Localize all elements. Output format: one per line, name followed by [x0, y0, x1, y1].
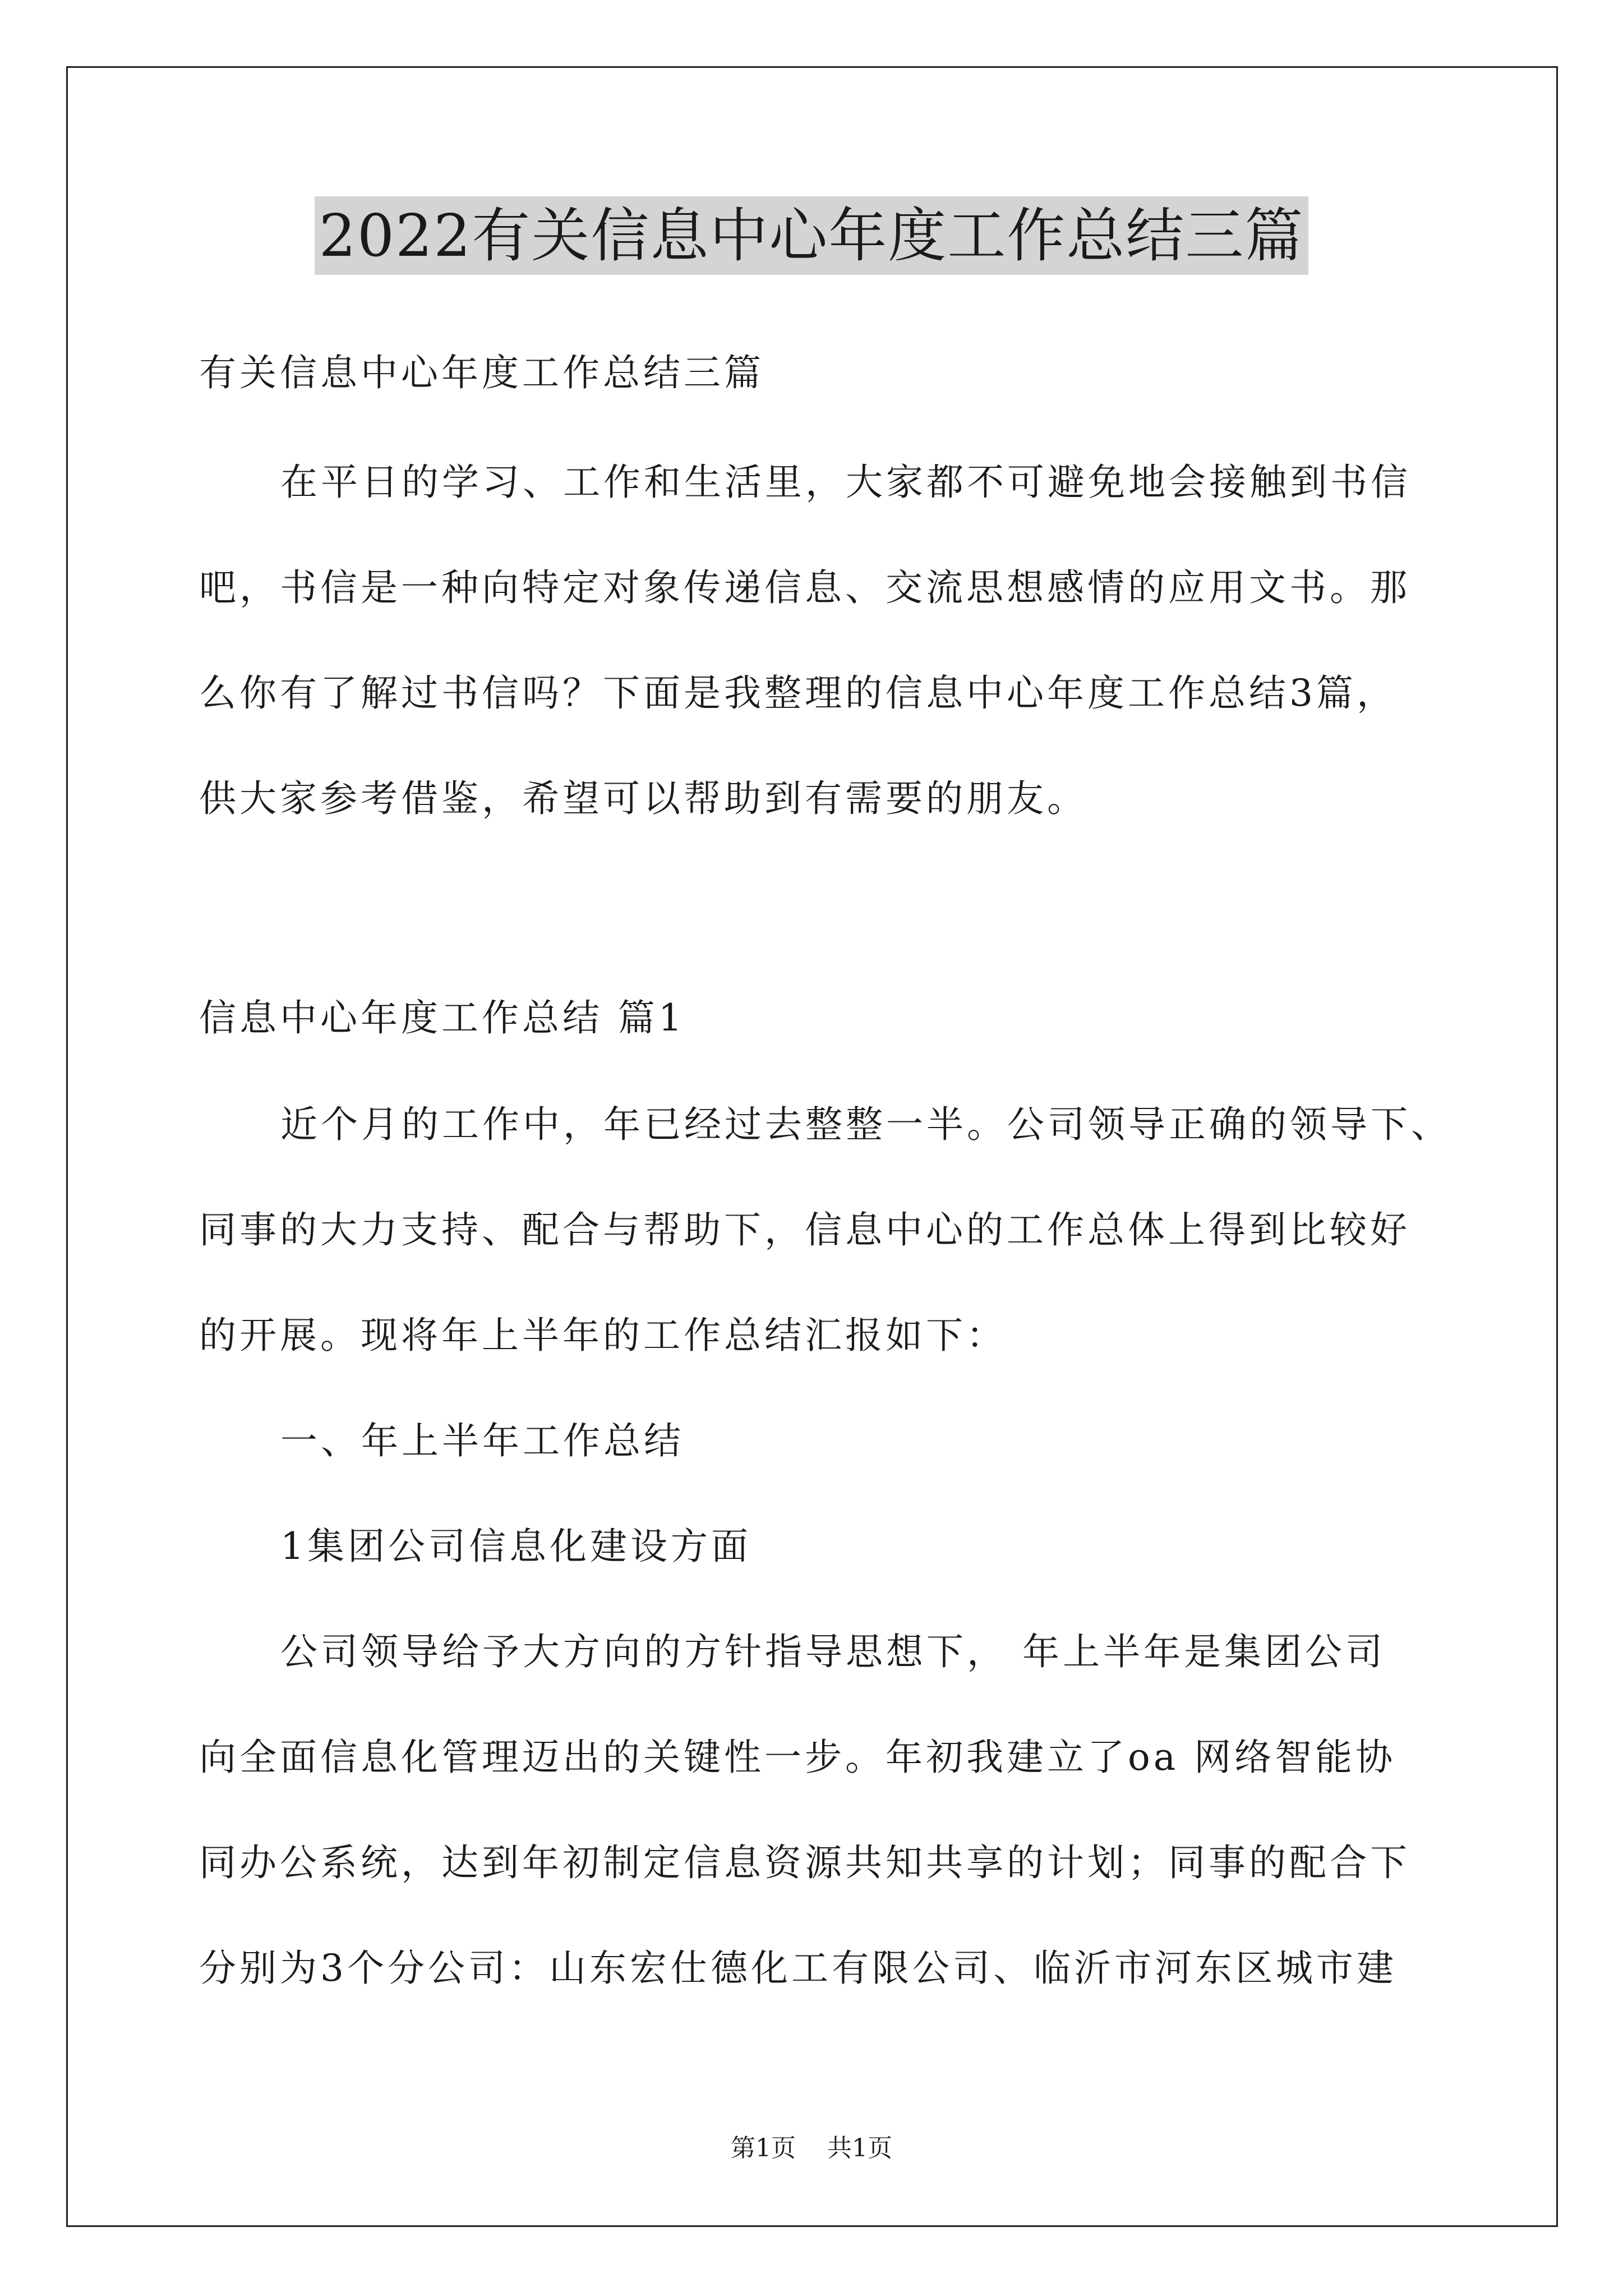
intro-line-4: 供大家参考借鉴，希望可以帮助到有需要的朋友。 — [199, 777, 1087, 820]
subtitle-line: 有关信息中心年度工作总结三篇 — [199, 351, 764, 394]
body-line-5: 向全面信息化管理迈出的关键性一步。年初我建立了oa 网络智能协 — [199, 1736, 1396, 1779]
body-line-2: 同事的大力支持、配合与帮助下，信息中心的工作总体上得到比较好 — [199, 1208, 1410, 1251]
intro-line-2: 吧，书信是一种向特定对象传递信息、交流思想感情的应用文书。那 — [199, 566, 1410, 609]
body-line-3: 的开展。现将年上半年的工作总结汇报如下： — [199, 1314, 1007, 1357]
body-line-1: 近个月的工作中，年已经过去整整一半。公司领导正确的领导下、 — [280, 1103, 1451, 1146]
intro-line-1: 在平日的学习、工作和生活里，大家都不可避免地会接触到书信 — [280, 461, 1411, 504]
body-line-4: 公司领导给予大方向的方针指导思想下， 年上半年是集团公司 — [280, 1630, 1386, 1673]
section-heading: 信息中心年度工作总结 篇1 — [199, 996, 685, 1039]
body-line-6: 同办公系统，达到年初制定信息资源共知共享的计划；同事的配合下 — [199, 1841, 1410, 1884]
document-title: 2022有关信息中心年度工作总结三篇 — [315, 196, 1309, 275]
intro-line-3: 么你有了解过书信吗？下面是我整理的信息中心年度工作总结3篇， — [199, 671, 1397, 715]
subheading-2: 1集团公司信息化建设方面 — [280, 1525, 751, 1568]
body-line-7: 分别为3个分公司：山东宏仕德化工有限公司、临沂市河东区城市建 — [199, 1947, 1397, 1990]
page-footer: 第1页 共1页 — [731, 2134, 892, 2162]
subheading-1: 一、年上半年工作总结 — [280, 1419, 684, 1462]
title-container — [0, 196, 1623, 275]
